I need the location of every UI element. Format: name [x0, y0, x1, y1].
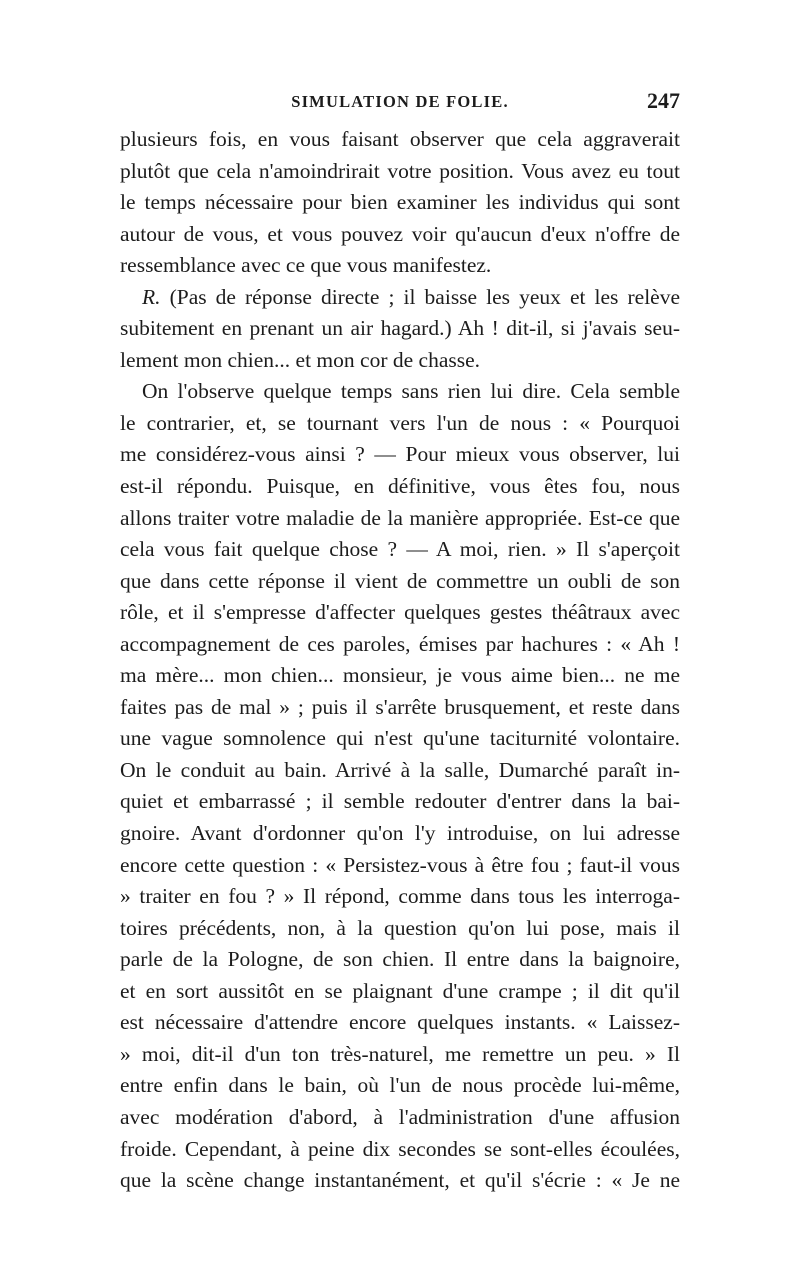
line-text: encore cette question : « Persistez-vous à être fou ; faut-il vous: [120, 852, 680, 877]
page-header: [120, 88, 680, 122]
line-text: ma mère... mon chien... monsieur, je vous aime bien... ne me: [120, 663, 680, 688]
text-line: [120, 187, 680, 219]
line-text: que la scène change instantanément, et qu'il s'écrie : « Je ne: [120, 1168, 680, 1193]
line-text: entre enfin dans le bain, où l'un de nous procède lui-même,: [120, 1073, 680, 1098]
text-line: [120, 345, 680, 377]
text-line: [120, 124, 680, 156]
text-line: [120, 313, 680, 345]
text-line: [120, 1070, 680, 1102]
text-line: [120, 156, 680, 188]
text-line: [120, 566, 680, 598]
text-line: [120, 1039, 680, 1071]
text-line: [120, 282, 680, 314]
text-line: [120, 1134, 680, 1166]
text-line: [120, 692, 680, 724]
line-text: que dans cette réponse il vient de commettre un oubli de son: [120, 568, 680, 593]
line-text: autour de vous, et vous pouvez voir qu'aucun d'eux n'offre de: [120, 221, 680, 246]
line-text: (Pas de réponse directe ; il baisse les yeux et les relève: [160, 284, 680, 309]
text-line: [120, 408, 680, 440]
line-text: accompagnement de ces paroles, émises par hachures : « Ah !: [120, 631, 680, 656]
line-text: une vague somnolence qui n'est qu'une taciturnité volontaire.: [120, 726, 680, 751]
text-line: [120, 629, 680, 661]
line-text: » moi, dit-il d'un ton très-naturel, me remettre un peu. » Il: [120, 1041, 680, 1066]
line-text: quiet et embarrassé ; il semble redouter d'entrer dans la bai-: [120, 789, 680, 814]
text-line: [120, 250, 680, 282]
speaker-label: R.: [142, 284, 161, 309]
line-text: le contrarier, et, se tournant vers l'un de nous : « Pourquoi: [120, 410, 680, 435]
text-line: [120, 881, 680, 913]
text-line: [120, 913, 680, 945]
line-text: » traiter en fou ? » Il répond, comme dans tous les interroga-: [120, 884, 680, 909]
body-text: [120, 124, 680, 1197]
text-line: [120, 1007, 680, 1039]
text-line: [120, 471, 680, 503]
line-text: le temps nécessaire pour bien examiner les individus qui sont: [120, 190, 680, 215]
text-line: [120, 503, 680, 535]
text-line: [120, 534, 680, 566]
text-line: [120, 1102, 680, 1134]
line-text: On le conduit au bain. Arrivé à la salle, Dumarché paraît in-: [120, 757, 680, 782]
text-line: [120, 786, 680, 818]
line-text: ressemblance avec ce que vous manifestez.: [120, 253, 492, 278]
line-text: et en sort aussitôt en se plaignant d'une crampe ; il dit qu'il: [120, 978, 680, 1003]
text-line: [120, 219, 680, 251]
line-text: parle de la Pologne, de son chien. Il entre dans la baignoire,: [120, 947, 680, 972]
text-line: [120, 755, 680, 787]
line-text: froide. Cependant, à peine dix secondes se sont-elles écoulées,: [120, 1136, 680, 1161]
line-text: On l'observe quelque temps sans rien lui dire. Cela semble: [142, 379, 680, 404]
line-text: gnoire. Avant d'ordonner qu'on l'y introduise, on lui adresse: [120, 821, 680, 846]
line-text: me considérez-vous ainsi ? — Pour mieux vous observer, lui: [120, 442, 680, 467]
line-text: plusieurs fois, en vous faisant observer que cela aggraverait: [120, 127, 680, 151]
page-number: 247: [647, 88, 680, 113]
line-text: faites pas de mal » ; puis il s'arrête brusquement, et reste dans: [120, 694, 680, 719]
line-text: lement mon chien... et mon cor de chasse.: [120, 347, 481, 372]
text-line: [120, 850, 680, 882]
text-line: [120, 976, 680, 1008]
line-text: allons traiter votre maladie de la manière appropriée. Est-ce que: [120, 505, 680, 530]
line-text: toires précédents, non, à la question qu'on lui pose, mais il: [120, 915, 680, 940]
text-line: [120, 597, 680, 629]
line-text: plutôt que cela n'amoindrirait votre position. Vous avez eu tout: [120, 158, 680, 183]
line-text: avec modération d'abord, à l'administration d'une affusion: [120, 1104, 680, 1129]
line-text: est nécessaire d'attendre encore quelques instants. « Laissez-: [120, 1010, 680, 1035]
text-line: [120, 944, 680, 976]
line-text: subitement en prenant un air hagard.) Ah ! dit-il, si j'avais seu-: [120, 316, 680, 341]
line-text: est-il répondu. Puisque, en définitive, vous êtes fou, nous: [120, 474, 680, 499]
text-line: [120, 660, 680, 692]
text-line: [120, 1165, 680, 1197]
text-line: [120, 818, 680, 850]
text-line: [120, 439, 680, 471]
text-line: [120, 723, 680, 755]
text-line: [120, 376, 680, 408]
line-text: cela vous fait quelque chose ? — A moi, rien. » Il s'aperçoit: [120, 537, 680, 562]
line-text: rôle, et il s'empresse d'affecter quelques gestes théâtraux avec: [120, 600, 680, 625]
running-title: SIMULATION DE FOLIE.: [291, 92, 509, 111]
